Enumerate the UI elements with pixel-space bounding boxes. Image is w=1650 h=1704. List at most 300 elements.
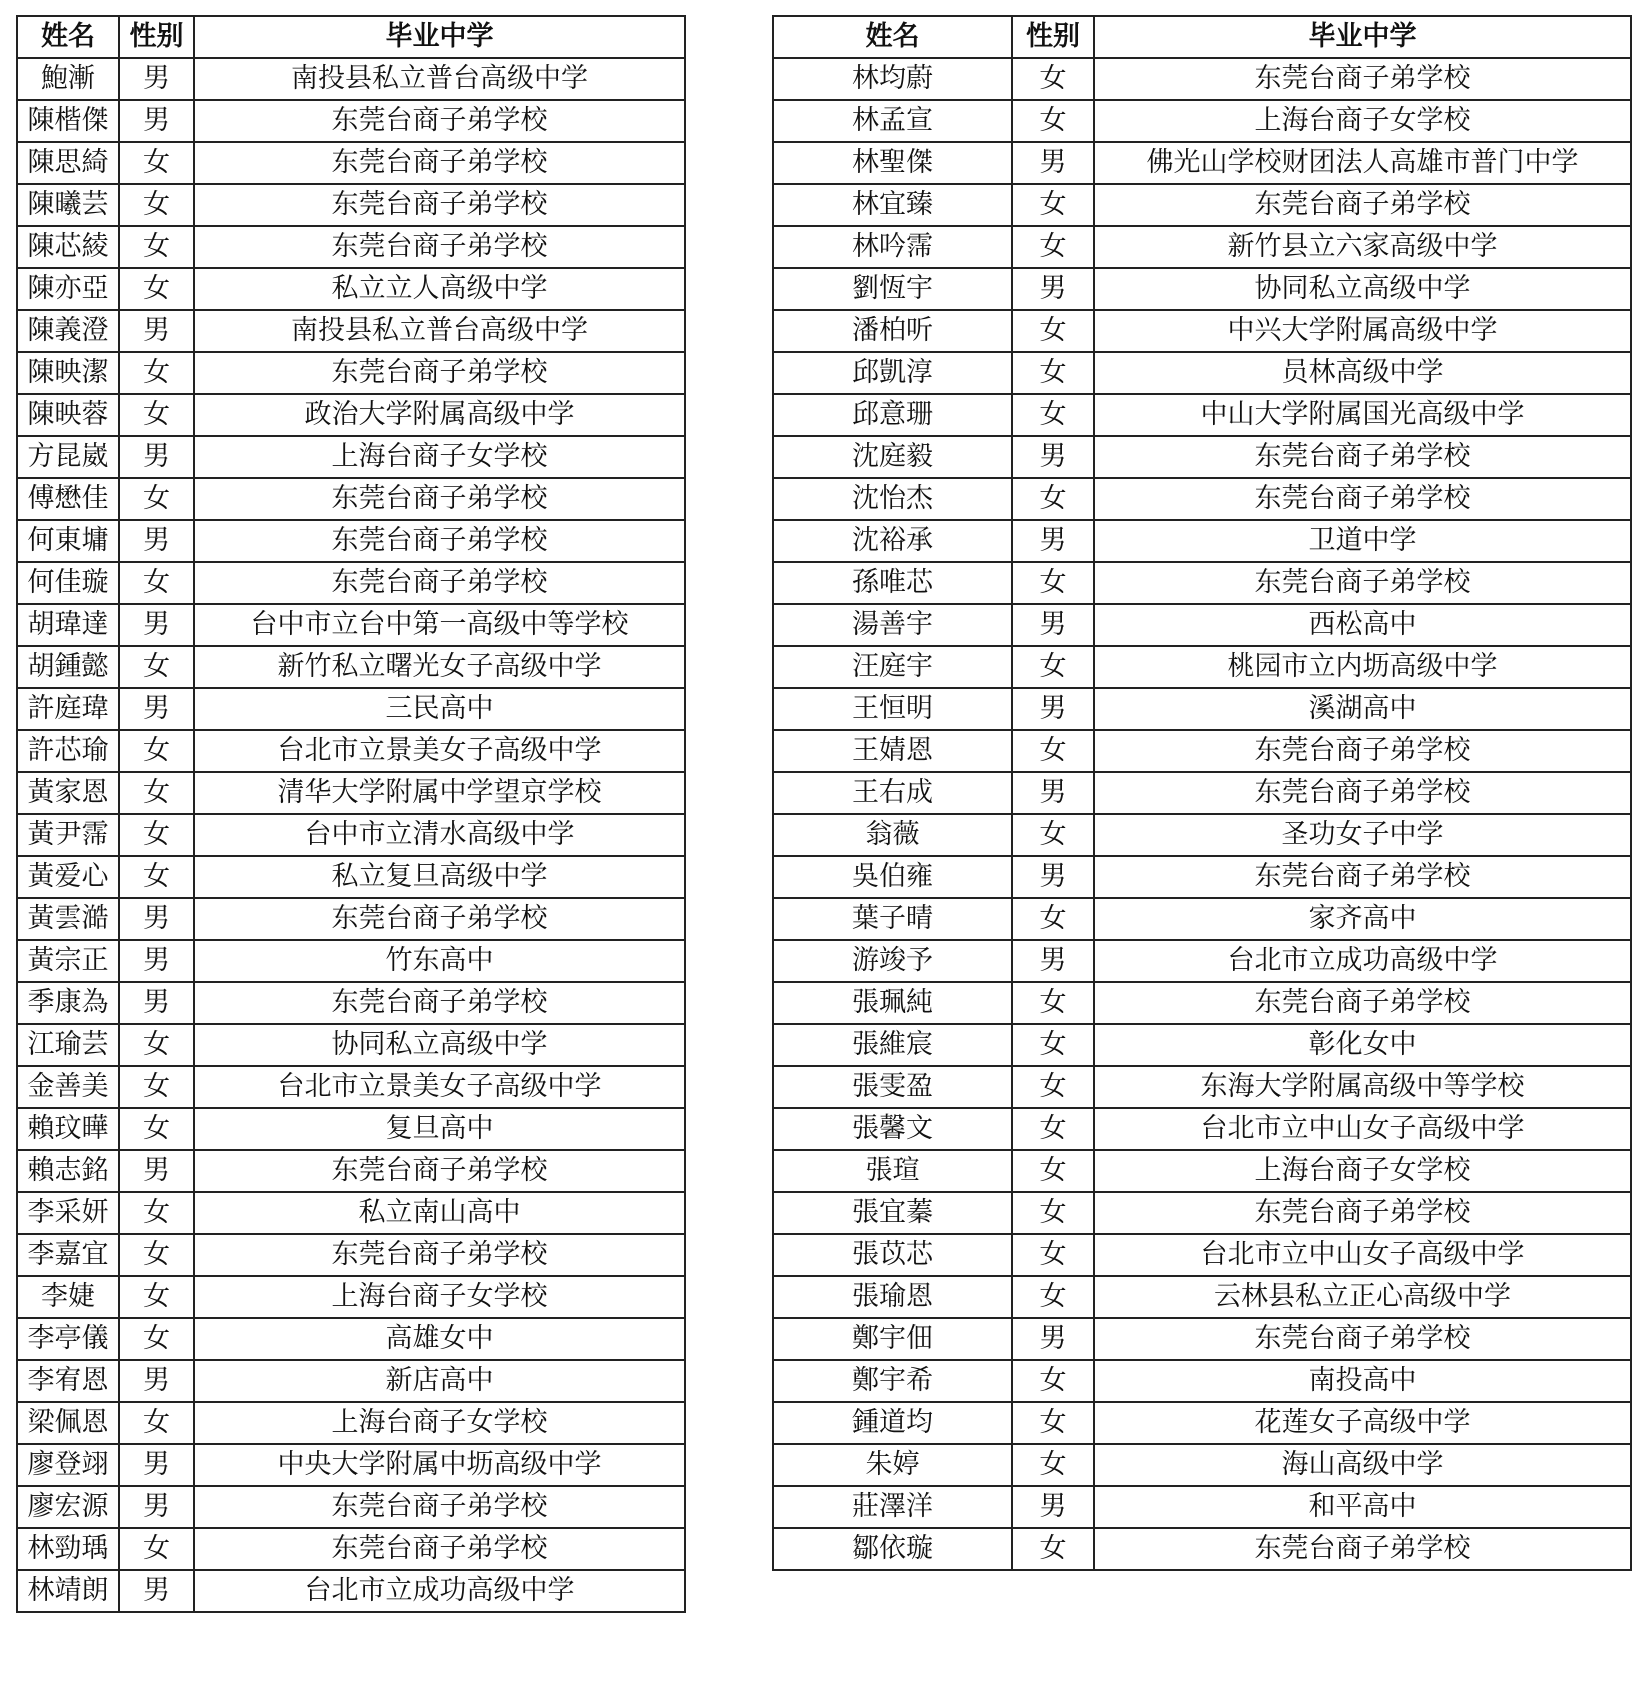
school-cell: 云林县私立正心高级中学 <box>1094 1276 1631 1318</box>
student-name-cell: 王右成 <box>773 772 1012 814</box>
student-name-cell: 江瑜芸 <box>17 1024 119 1066</box>
table-row <box>773 1444 1631 1486</box>
table-row <box>773 940 1631 982</box>
table-row <box>17 898 685 940</box>
student-name-cell: 湯善宇 <box>773 604 1012 646</box>
student-name-cell: 林靖朗 <box>17 1570 119 1612</box>
school-cell: 南投高中 <box>1094 1360 1631 1402</box>
gender-cell: 男 <box>119 1570 194 1612</box>
gender-cell: 男 <box>119 1150 194 1192</box>
gender-cell: 女 <box>1012 1192 1094 1234</box>
table-row <box>17 1402 685 1444</box>
student-name-cell: 李宥恩 <box>17 1360 119 1402</box>
student-name-cell: 鄒依璇 <box>773 1528 1012 1570</box>
table-row <box>773 520 1631 562</box>
table-row <box>773 1024 1631 1066</box>
table-row <box>773 1150 1631 1192</box>
gender-cell: 女 <box>1012 562 1094 604</box>
student-name-cell: 李亭儀 <box>17 1318 119 1360</box>
school-cell: 东莞台商子弟学校 <box>194 1150 685 1192</box>
gender-cell: 男 <box>1012 688 1094 730</box>
student-name-cell: 潘柏听 <box>773 310 1012 352</box>
header-name: 姓名 <box>773 16 1012 58</box>
table-row <box>17 1360 685 1402</box>
student-name-cell: 沈庭毅 <box>773 436 1012 478</box>
student-name-cell: 黃雲澔 <box>17 898 119 940</box>
school-cell: 员林高级中学 <box>1094 352 1631 394</box>
school-cell: 东莞台商子弟学校 <box>194 1528 685 1570</box>
table-row <box>17 1318 685 1360</box>
school-cell: 台北市立景美女子高级中学 <box>194 730 685 772</box>
gender-cell: 男 <box>119 520 194 562</box>
table-row <box>773 58 1631 100</box>
student-name-cell: 黃家恩 <box>17 772 119 814</box>
gender-cell: 女 <box>119 1318 194 1360</box>
table-row <box>773 604 1631 646</box>
table-row <box>773 730 1631 772</box>
school-cell: 海山高级中学 <box>1094 1444 1631 1486</box>
student-name-cell: 季康為 <box>17 982 119 1024</box>
table-row <box>773 1402 1631 1444</box>
table-row <box>773 352 1631 394</box>
school-cell: 台北市立成功高级中学 <box>1094 940 1631 982</box>
student-name-cell: 張瑜恩 <box>773 1276 1012 1318</box>
gender-cell: 女 <box>1012 1150 1094 1192</box>
gender-cell: 女 <box>1012 730 1094 772</box>
gender-cell: 女 <box>119 772 194 814</box>
student-name-cell: 張維宸 <box>773 1024 1012 1066</box>
school-cell: 东莞台商子弟学校 <box>1094 1528 1631 1570</box>
school-cell: 台中市立台中第一高级中等学校 <box>194 604 685 646</box>
header-school: 毕业中学 <box>1094 16 1631 58</box>
student-name-cell: 何東墉 <box>17 520 119 562</box>
school-cell: 桃园市立内坜高级中学 <box>1094 646 1631 688</box>
student-name-cell: 許庭瑋 <box>17 688 119 730</box>
gender-cell: 女 <box>1012 226 1094 268</box>
table-row <box>773 184 1631 226</box>
table-row <box>17 1150 685 1192</box>
table-row <box>17 1066 685 1108</box>
student-name-cell: 胡鍾懿 <box>17 646 119 688</box>
student-name-cell: 林勁瑀 <box>17 1528 119 1570</box>
school-cell: 东莞台商子弟学校 <box>194 142 685 184</box>
table-row <box>17 1192 685 1234</box>
student-name-cell: 林宜臻 <box>773 184 1012 226</box>
student-name-cell: 方昆崴 <box>17 436 119 478</box>
school-cell: 溪湖高中 <box>1094 688 1631 730</box>
school-cell: 新竹私立曙光女子高级中学 <box>194 646 685 688</box>
school-cell: 花莲女子高级中学 <box>1094 1402 1631 1444</box>
school-cell: 竹东高中 <box>194 940 685 982</box>
gender-cell: 女 <box>1012 1360 1094 1402</box>
gender-cell: 男 <box>1012 1318 1094 1360</box>
student-name-cell: 黃尹霈 <box>17 814 119 856</box>
gender-cell: 女 <box>1012 58 1094 100</box>
school-cell: 南投县私立普台高级中学 <box>194 58 685 100</box>
gender-cell: 男 <box>119 310 194 352</box>
gender-cell: 女 <box>119 394 194 436</box>
student-name-cell: 胡瑋達 <box>17 604 119 646</box>
school-cell: 台北市立中山女子高级中学 <box>1094 1234 1631 1276</box>
school-cell: 协同私立高级中学 <box>194 1024 685 1066</box>
gender-cell: 男 <box>119 1360 194 1402</box>
table-row <box>773 1528 1631 1570</box>
student-name-cell: 鄭宇希 <box>773 1360 1012 1402</box>
student-name-cell: 張苡芯 <box>773 1234 1012 1276</box>
table-row <box>773 394 1631 436</box>
gender-cell: 男 <box>119 100 194 142</box>
school-cell: 协同私立高级中学 <box>1094 268 1631 310</box>
gender-cell: 男 <box>1012 604 1094 646</box>
school-cell: 西松高中 <box>1094 604 1631 646</box>
gender-cell: 女 <box>119 856 194 898</box>
student-name-cell: 張馨文 <box>773 1108 1012 1150</box>
gender-cell: 女 <box>119 352 194 394</box>
gender-cell: 女 <box>1012 982 1094 1024</box>
gender-cell: 女 <box>1012 814 1094 856</box>
school-cell: 台北市立景美女子高级中学 <box>194 1066 685 1108</box>
table-row <box>17 730 685 772</box>
school-cell: 卫道中学 <box>1094 520 1631 562</box>
table-row <box>17 1024 685 1066</box>
gender-cell: 男 <box>119 898 194 940</box>
student-name-cell: 林均蔚 <box>773 58 1012 100</box>
table-row <box>773 1276 1631 1318</box>
gender-cell: 女 <box>119 1192 194 1234</box>
student-name-cell: 傅懋佳 <box>17 478 119 520</box>
table-row <box>17 856 685 898</box>
gender-cell: 女 <box>119 1402 194 1444</box>
school-cell: 东莞台商子弟学校 <box>1094 982 1631 1024</box>
student-name-cell: 葉子晴 <box>773 898 1012 940</box>
school-cell: 东莞台商子弟学校 <box>194 478 685 520</box>
gender-cell: 男 <box>119 688 194 730</box>
table-row <box>773 142 1631 184</box>
student-name-cell: 陳亦亞 <box>17 268 119 310</box>
student-name-cell: 何佳璇 <box>17 562 119 604</box>
gender-cell: 女 <box>1012 1444 1094 1486</box>
school-cell: 上海台商子女学校 <box>194 1276 685 1318</box>
student-name-cell: 林吟霈 <box>773 226 1012 268</box>
school-cell: 东莞台商子弟学校 <box>1094 562 1631 604</box>
gender-cell: 女 <box>1012 352 1094 394</box>
table-row <box>17 688 685 730</box>
student-name-cell: 林孟宣 <box>773 100 1012 142</box>
student-name-cell: 張瑄 <box>773 1150 1012 1192</box>
table-row <box>17 100 685 142</box>
gender-cell: 女 <box>119 226 194 268</box>
table-row <box>17 352 685 394</box>
school-cell: 新竹县立六家高级中学 <box>1094 226 1631 268</box>
table-row <box>17 1570 685 1612</box>
school-cell: 东莞台商子弟学校 <box>1094 184 1631 226</box>
school-cell: 东莞台商子弟学校 <box>1094 1318 1631 1360</box>
school-cell: 和平高中 <box>1094 1486 1631 1528</box>
school-cell: 东莞台商子弟学校 <box>194 100 685 142</box>
school-cell: 政治大学附属高级中学 <box>194 394 685 436</box>
student-name-cell: 陳曦芸 <box>17 184 119 226</box>
student-name-cell: 陳芯綾 <box>17 226 119 268</box>
student-name-cell: 陳映蓉 <box>17 394 119 436</box>
header-name: 姓名 <box>17 16 119 58</box>
gender-cell: 女 <box>1012 100 1094 142</box>
student-name-cell: 王恒明 <box>773 688 1012 730</box>
table-row <box>773 1066 1631 1108</box>
gender-cell: 男 <box>1012 772 1094 814</box>
gender-cell: 女 <box>119 1234 194 1276</box>
school-cell: 东莞台商子弟学校 <box>1094 856 1631 898</box>
table-row <box>773 100 1631 142</box>
gender-cell: 男 <box>119 604 194 646</box>
table-row <box>17 520 685 562</box>
table-row <box>773 478 1631 520</box>
gender-cell: 女 <box>119 1066 194 1108</box>
student-name-cell: 鮑漸 <box>17 58 119 100</box>
gender-cell: 女 <box>1012 184 1094 226</box>
gender-cell: 女 <box>119 478 194 520</box>
school-cell: 上海台商子女学校 <box>1094 1150 1631 1192</box>
school-cell: 东莞台商子弟学校 <box>194 982 685 1024</box>
table-row <box>773 310 1631 352</box>
gender-cell: 女 <box>119 562 194 604</box>
student-name-cell: 王婧恩 <box>773 730 1012 772</box>
gender-cell: 女 <box>1012 394 1094 436</box>
student-name-cell: 賴志銘 <box>17 1150 119 1192</box>
student-name-cell: 莊澤洋 <box>773 1486 1012 1528</box>
school-cell: 三民高中 <box>194 688 685 730</box>
student-name-cell: 張雯盈 <box>773 1066 1012 1108</box>
student-name-cell: 梁佩恩 <box>17 1402 119 1444</box>
student-name-cell: 廖登翊 <box>17 1444 119 1486</box>
gender-cell: 男 <box>1012 436 1094 478</box>
student-name-cell: 朱婷 <box>773 1444 1012 1486</box>
school-cell: 东莞台商子弟学校 <box>194 898 685 940</box>
school-cell: 东海大学附属高级中等学校 <box>1094 1066 1631 1108</box>
gender-cell: 女 <box>1012 310 1094 352</box>
school-cell: 台中市立清水高级中学 <box>194 814 685 856</box>
table-row <box>773 688 1631 730</box>
gender-cell: 女 <box>1012 478 1094 520</box>
school-cell: 东莞台商子弟学校 <box>1094 58 1631 100</box>
table-row <box>773 562 1631 604</box>
school-cell: 台北市立成功高级中学 <box>194 1570 685 1612</box>
gender-cell: 男 <box>1012 142 1094 184</box>
school-cell: 佛光山学校财团法人高雄市普门中学 <box>1094 142 1631 184</box>
gender-cell: 男 <box>1012 268 1094 310</box>
gender-cell: 男 <box>119 1486 194 1528</box>
table-row <box>17 1444 685 1486</box>
school-cell: 东莞台商子弟学校 <box>194 520 685 562</box>
table-row <box>773 982 1631 1024</box>
student-name-cell: 張宜蓁 <box>773 1192 1012 1234</box>
table-row <box>17 940 685 982</box>
school-cell: 清华大学附属中学望京学校 <box>194 772 685 814</box>
table-row <box>773 1234 1631 1276</box>
table-row <box>773 856 1631 898</box>
school-cell: 上海台商子女学校 <box>194 436 685 478</box>
school-cell: 东莞台商子弟学校 <box>194 562 685 604</box>
header-gender: 性别 <box>1012 16 1094 58</box>
gender-cell: 女 <box>1012 1402 1094 1444</box>
student-name-cell: 孫唯芯 <box>773 562 1012 604</box>
student-name-cell: 翁薇 <box>773 814 1012 856</box>
table-row <box>17 604 685 646</box>
table-row <box>17 562 685 604</box>
header-gender: 性别 <box>119 16 194 58</box>
gender-cell: 女 <box>119 1024 194 1066</box>
gender-cell: 女 <box>1012 1276 1094 1318</box>
table-row <box>17 1108 685 1150</box>
gender-cell: 男 <box>119 58 194 100</box>
gender-cell: 女 <box>119 184 194 226</box>
table-row <box>17 268 685 310</box>
gender-cell: 女 <box>119 268 194 310</box>
student-name-cell: 鍾道均 <box>773 1402 1012 1444</box>
school-cell: 家齐高中 <box>1094 898 1631 940</box>
table-row <box>773 268 1631 310</box>
student-name-cell: 邱凱淳 <box>773 352 1012 394</box>
school-cell: 东莞台商子弟学校 <box>194 226 685 268</box>
school-cell: 私立南山高中 <box>194 1192 685 1234</box>
table-row <box>17 478 685 520</box>
gender-cell: 女 <box>1012 1108 1094 1150</box>
student-name-cell: 沈裕承 <box>773 520 1012 562</box>
student-name-cell: 林聖傑 <box>773 142 1012 184</box>
table-row <box>17 982 685 1024</box>
table-row <box>17 142 685 184</box>
student-name-cell: 李采妍 <box>17 1192 119 1234</box>
table-row <box>17 226 685 268</box>
table-row <box>773 898 1631 940</box>
school-cell: 圣功女子中学 <box>1094 814 1631 856</box>
table-row <box>17 1234 685 1276</box>
table-row <box>773 1108 1631 1150</box>
gender-cell: 男 <box>119 982 194 1024</box>
gender-cell: 女 <box>1012 1528 1094 1570</box>
table-row <box>773 1192 1631 1234</box>
school-cell: 东莞台商子弟学校 <box>194 352 685 394</box>
table-row <box>773 226 1631 268</box>
table-row <box>17 310 685 352</box>
gender-cell: 女 <box>119 142 194 184</box>
student-name-cell: 李婕 <box>17 1276 119 1318</box>
gender-cell: 男 <box>119 436 194 478</box>
table-row <box>17 772 685 814</box>
gender-cell: 女 <box>119 1108 194 1150</box>
student-name-cell: 黃宗正 <box>17 940 119 982</box>
gender-cell: 女 <box>1012 898 1094 940</box>
school-cell: 东莞台商子弟学校 <box>1094 436 1631 478</box>
header-row <box>773 16 1631 58</box>
school-cell: 私立复旦高级中学 <box>194 856 685 898</box>
table-row <box>17 58 685 100</box>
school-cell: 东莞台商子弟学校 <box>194 1486 685 1528</box>
school-cell: 东莞台商子弟学校 <box>1094 1192 1631 1234</box>
student-name-cell: 陳映潔 <box>17 352 119 394</box>
student-name-cell: 黃爱心 <box>17 856 119 898</box>
student-name-cell: 廖宏源 <box>17 1486 119 1528</box>
table-row <box>17 394 685 436</box>
table-row <box>773 646 1631 688</box>
student-name-cell: 沈怡杰 <box>773 478 1012 520</box>
school-cell: 东莞台商子弟学校 <box>1094 478 1631 520</box>
table-row <box>773 1318 1631 1360</box>
gender-cell: 女 <box>119 730 194 772</box>
school-cell: 东莞台商子弟学校 <box>194 1234 685 1276</box>
table-row <box>773 814 1631 856</box>
header-school: 毕业中学 <box>194 16 685 58</box>
school-cell: 上海台商子女学校 <box>1094 100 1631 142</box>
school-cell: 南投县私立普台高级中学 <box>194 310 685 352</box>
student-name-cell: 陳思綺 <box>17 142 119 184</box>
table-row <box>17 1486 685 1528</box>
table-row <box>17 814 685 856</box>
school-cell: 彰化女中 <box>1094 1024 1631 1066</box>
school-cell: 中山大学附属国光高级中学 <box>1094 394 1631 436</box>
school-cell: 上海台商子女学校 <box>194 1402 685 1444</box>
table-row <box>17 436 685 478</box>
gender-cell: 女 <box>119 646 194 688</box>
school-cell: 中兴大学附属高级中学 <box>1094 310 1631 352</box>
student-name-cell: 李嘉宜 <box>17 1234 119 1276</box>
header-row <box>17 16 685 58</box>
school-cell: 台北市立中山女子高级中学 <box>1094 1108 1631 1150</box>
school-cell: 高雄女中 <box>194 1318 685 1360</box>
student-name-cell: 汪庭宇 <box>773 646 1012 688</box>
student-name-cell: 陳義澄 <box>17 310 119 352</box>
table-row <box>17 1276 685 1318</box>
right-student-table <box>772 15 1632 1571</box>
gender-cell: 男 <box>1012 1486 1094 1528</box>
student-name-cell: 賴玟曄 <box>17 1108 119 1150</box>
gender-cell: 女 <box>1012 1066 1094 1108</box>
school-cell: 复旦高中 <box>194 1108 685 1150</box>
student-name-cell: 鄭宇佃 <box>773 1318 1012 1360</box>
gender-cell: 男 <box>1012 856 1094 898</box>
gender-cell: 女 <box>1012 646 1094 688</box>
student-name-cell: 金善美 <box>17 1066 119 1108</box>
student-name-cell: 劉恆宇 <box>773 268 1012 310</box>
school-cell: 新店高中 <box>194 1360 685 1402</box>
gender-cell: 女 <box>119 1528 194 1570</box>
student-name-cell: 許芯瑜 <box>17 730 119 772</box>
table-row <box>773 436 1631 478</box>
gender-cell: 男 <box>1012 940 1094 982</box>
student-name-cell: 邱意珊 <box>773 394 1012 436</box>
student-name-cell: 張珮純 <box>773 982 1012 1024</box>
gender-cell: 女 <box>1012 1234 1094 1276</box>
student-name-cell: 吳伯雍 <box>773 856 1012 898</box>
gender-cell: 女 <box>1012 1024 1094 1066</box>
gender-cell: 男 <box>119 1444 194 1486</box>
school-cell: 东莞台商子弟学校 <box>1094 730 1631 772</box>
gender-cell: 女 <box>119 814 194 856</box>
school-cell: 东莞台商子弟学校 <box>1094 772 1631 814</box>
gender-cell: 女 <box>119 1276 194 1318</box>
table-row <box>17 1528 685 1570</box>
gender-cell: 男 <box>119 940 194 982</box>
table-row <box>773 1360 1631 1402</box>
table-row <box>17 646 685 688</box>
student-name-cell: 游竣予 <box>773 940 1012 982</box>
table-row <box>17 184 685 226</box>
left-student-table <box>16 15 686 1613</box>
table-row <box>773 1486 1631 1528</box>
school-cell: 东莞台商子弟学校 <box>194 184 685 226</box>
school-cell: 私立立人高级中学 <box>194 268 685 310</box>
school-cell: 中央大学附属中坜高级中学 <box>194 1444 685 1486</box>
gender-cell: 男 <box>1012 520 1094 562</box>
